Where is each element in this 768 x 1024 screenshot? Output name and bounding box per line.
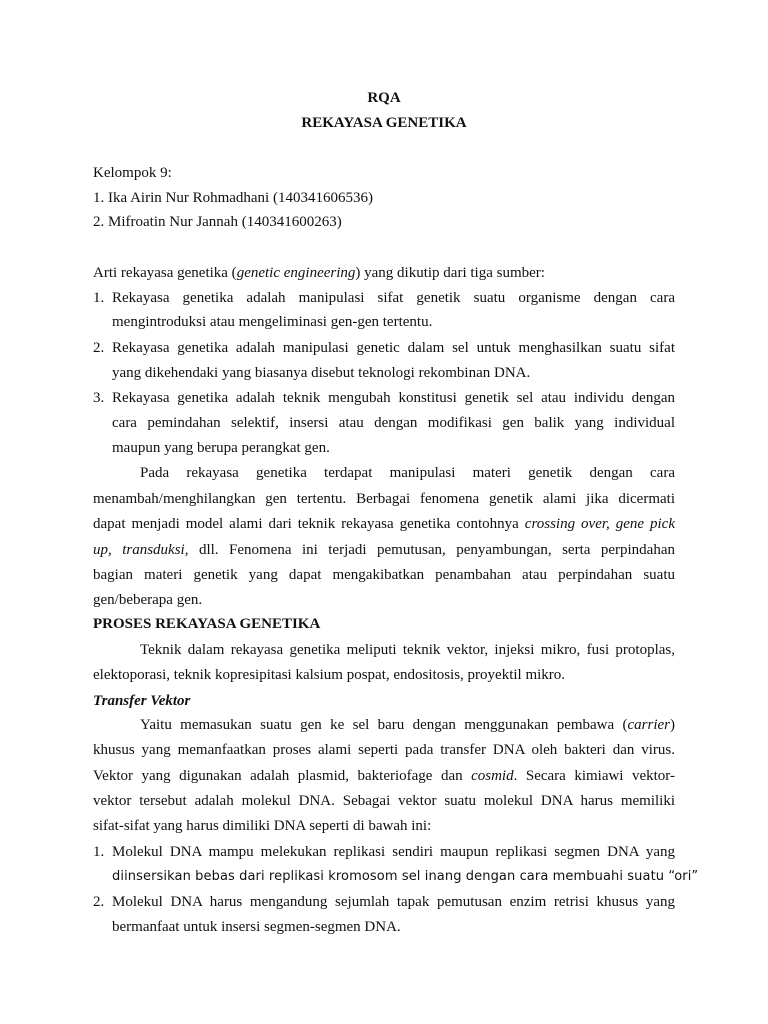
example-terms: crossing over, gene pick: [524, 516, 675, 532]
definition-1-line-2: mengintroduksi atau mengeliminasi gen-gen tertentu.: [112, 314, 433, 330]
paragraph-1-line-2: menambah/menghilangkan gen tertentu. Berbagai fenomena genetik alami jika dicermati: [93, 491, 675, 507]
document-subtitle: REKAYASA GENETIKA: [301, 115, 467, 131]
paragraph-3-line-3: Vektor yang digunakan adalah plasmid, bakteriofage dan cosmid. Secara kimiawi vektor-: [93, 768, 675, 784]
requirement-2-line-1: Molekul DNA harus mengandung sejumlah tapak pemutusan enzim retrisi khusus yang: [112, 894, 675, 910]
example-terms: up, transduksi,: [93, 542, 189, 558]
paragraph-2-line-1: Teknik dalam rekayasa genetika meliputi teknik vektor, injeksi mikro, fusi protoplas,: [140, 642, 675, 658]
definition-1-line-1: Rekayasa genetika adalah manipulasi sifat genetik suatu organisme dengan cara: [112, 290, 675, 306]
intro-term: genetic engineering: [236, 265, 356, 281]
definition-2-line-1: Rekayasa genetika adalah manipulasi genetic dalam sel untuk menghasilkan suatu sifat: [112, 340, 675, 356]
paragraph-3-line-4: vektor tersebut adalah molekul DNA. Sebagai vektor suatu molekul DNA harus memiliki: [93, 793, 675, 809]
member-number: 2.: [93, 214, 105, 230]
carrier-term: carrier: [627, 717, 670, 733]
paragraph-3-line-5: sifat-sifat yang harus dimiliki DNA seperti di bawah ini:: [93, 818, 432, 834]
paragraph-3-line-1: Yaitu memasukan suatu gen ke sel baru dengan menggunakan pembawa (carrier): [140, 717, 675, 733]
cosmid-term: cosmid: [471, 768, 514, 784]
definition-2-line-2: yang dikehendaki yang biasanya disebut teknologi rekombinan DNA.: [112, 365, 531, 381]
paragraph-1-line-1: Pada rekayasa genetika terdapat manipulasi materi genetik dengan cara: [140, 465, 675, 481]
paragraph-1-line-5: bagian materi genetik yang dapat mengakibatkan penambahan atau perpindahan suatu: [93, 567, 675, 583]
document-title: RQA: [367, 90, 401, 106]
subheading: Transfer Vektor: [93, 693, 191, 709]
member-number: 1.: [93, 190, 105, 206]
requirement-number: 2.: [93, 894, 105, 910]
member-name: Mifroatin Nur Jannah (140341600263): [108, 214, 342, 230]
group-member-1: [93, 189, 373, 207]
requirement-1-line-1: Molekul DNA mampu melekukan replikasi sendiri maupun replikasi segmen DNA yang: [112, 844, 675, 860]
definition-3-line-3: maupun yang berupa perangkat gen.: [112, 440, 330, 456]
member-name: Ika Airin Nur Rohmadhani (140341606536): [108, 190, 373, 206]
paragraph-1-line-6: gen/beberapa gen.: [93, 592, 203, 608]
group-label: Kelompok 9:: [93, 165, 172, 181]
definition-number: 2.: [93, 340, 105, 356]
section-heading: PROSES REKAYASA GENETIKA: [93, 616, 321, 632]
requirement-2-line-2: bermanfaat untuk insersi segmen-segmen DNA.: [112, 919, 401, 935]
definition-number: 3.: [93, 390, 105, 406]
requirement-number: 1.: [93, 844, 105, 860]
paragraph-2-line-2: elektoporasi, teknik kopresipitasi kalsium pospat, endositosis, proyektil mikro.: [93, 667, 566, 683]
definition-number: 1.: [93, 290, 105, 306]
intro-line: Arti rekayasa genetika (genetic engineering) yang dikutip dari tiga sumber:: [93, 265, 545, 281]
paragraph-3-line-2: khusus yang memanfaatkan proses alami seperti pada transfer DNA oleh bakteri dan virus.: [93, 742, 675, 758]
paragraph-1-line-3: dapat menjadi model alami dari teknik rekayasa genetika contohnya crossing over, gene pick: [93, 516, 675, 532]
requirement-1-line-2: diinsersikan bebas dari replikasi kromosom sel inang dengan cara membuahi suatu “ori”: [112, 869, 699, 884]
paragraph-1-line-4: up, transduksi, dll. Fenomena ini terjadi pemutusan, penyambungan, serta perpindahan: [93, 542, 676, 558]
group-member-2: [93, 213, 342, 231]
definition-3-line-2: cara pemindahan selektif, insersi atau dengan modifikasi gen balik yang individual: [112, 415, 675, 431]
definition-3-line-1: Rekayasa genetika adalah teknik mengubah konstitusi genetik sel atau individu dengan: [112, 390, 675, 406]
